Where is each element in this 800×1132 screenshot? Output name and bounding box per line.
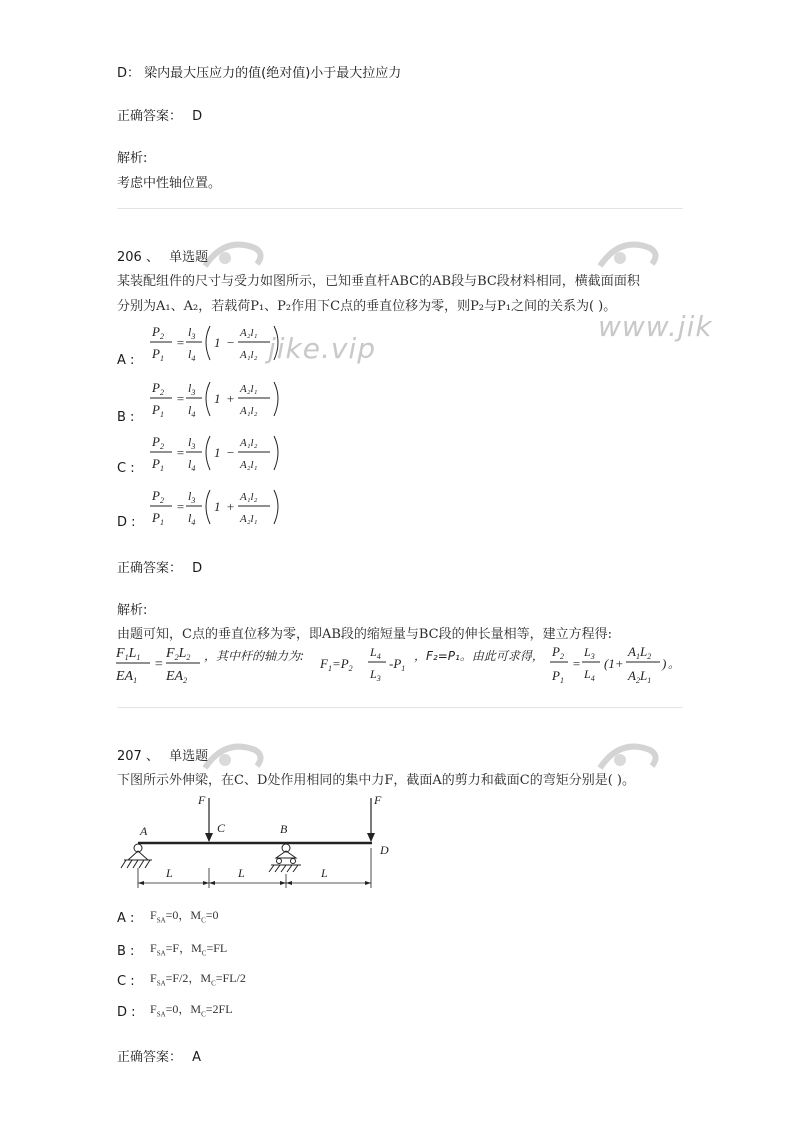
watermark-text: www.jik [598,310,713,343]
svg-text:1: 1 [214,445,221,460]
point-label: A [140,824,148,838]
roller-support-b [269,844,301,872]
svg-text:(1+: (1+ [604,656,624,671]
option-denominator: A₂l₁ [240,513,258,525]
svg-text:=: = [154,657,164,672]
point-label: C [217,821,226,835]
divider [117,707,683,708]
option-label[interactable]: D : [117,1005,136,1020]
dimension-line [138,848,371,888]
answer-label: 正确答案： [117,561,183,576]
svg-text:l3: $l_3$ [188,489,196,505]
svg-text:=: = [176,499,185,514]
svg-text:P2: $P_2$ [152,434,164,451]
svg-text:l4: $l_4$ [188,347,196,363]
span-label: L [238,866,245,880]
option-text-sub: SA [156,916,166,925]
option-sign: + [226,499,235,514]
svg-text:EA2: $EA_2$ [166,669,188,685]
span-label: L [166,866,173,880]
svg-text:L3: $L_3$ [370,667,381,683]
svg-text:L4: $L_4$ [584,667,595,683]
option-numerator: A₁l₂ [240,491,258,503]
answer-label: 正确答案： [117,109,183,124]
option-text [150,1000,233,1018]
option-text-sub: C [201,1010,206,1019]
svg-text:=: = [176,445,185,460]
option-label[interactable]: A : [117,353,135,368]
svg-text:A2L1: $A_2L_1$ [628,668,652,685]
svg-text:l4: $l_4$ [188,511,196,527]
svg-text:P2: $P_2$ [152,380,164,397]
svg-text:l3: $l_3$ [188,381,196,397]
svg-text:F2L2: $F_2L_2$ [166,646,191,662]
svg-text:1: 1 [214,499,221,514]
svg-text:l4: $l_4$ [188,457,196,473]
answer-value: D [192,561,203,576]
option-denominator: A₂l₁ [240,459,258,471]
svg-text:F1=P2: $F_1=P_2$ [320,656,353,673]
svg-text:L4: $L_4$ [370,645,381,661]
load-label: F [374,793,382,807]
option-formula [150,376,290,424]
option-sign: − [226,445,235,460]
svg-text:EA1: $EA_1$ [116,669,138,685]
analysis-mid-text: ，其中杆的轴力为: [204,649,305,663]
option-text-sub: C [211,979,216,988]
option-label[interactable]: D : [117,515,136,530]
span-label: L [321,866,328,880]
option-formula [150,430,290,478]
svg-text:=: = [176,335,185,350]
option-numerator: A₂l₁ [240,383,258,395]
option-numerator: A₁l₂ [240,437,258,449]
analysis-label: 解析: [117,603,148,618]
svg-text:P2: $P_2$ [552,644,564,661]
option-label[interactable]: A : [117,911,135,926]
option-text-part: F [150,941,157,955]
question-stem-line: 下图所示外伸梁，在C、D处作用相同的集中力F，截面A的剪力和截面C的弯矩分别是( )。 [117,773,636,788]
option-text-part: F [150,971,157,985]
svg-text:P1: $P_1$ [152,456,164,473]
svg-text:P1: $P_1$ [552,668,564,685]
option-text-part: =0 [205,908,219,922]
prev-answer [117,105,202,124]
option-text-part: =F/2，M [165,971,212,985]
option-text-part: F [150,1002,157,1016]
svg-text:P1: $P_1$ [152,510,164,527]
pin-support-a [121,844,152,868]
option-formula [150,320,290,368]
svg-text:F1L1: $F_1L_1$ [116,646,141,662]
answer [117,1046,201,1065]
svg-text:P2: $P_2$ [152,488,164,505]
option-text-part: =0，M [165,908,202,922]
svg-text:=: = [572,656,581,671]
option-text-part: =FL [206,941,228,955]
answer-value: A [192,1050,202,1065]
answer [117,557,202,576]
question-number: 206 、 [117,250,159,265]
beam-diagram [116,788,406,892]
option-text-sub: SA [156,979,166,988]
prev-option-d: D： 梁内最大压应力的值(绝对值)小于最大拉应力 [117,66,402,81]
svg-text:-P1: $-P_1$ [389,656,406,673]
option-text-sub: SA [156,949,166,958]
option-text-part: =FL/2 [215,971,246,985]
svg-text:A1L2: $A_1L_2$ [628,644,652,661]
question-header [117,745,208,764]
point-label: D [380,843,389,857]
answer-label: 正确答案： [117,1050,183,1065]
option-text-sub: C [201,949,207,958]
svg-text:L3: $L_3$ [584,645,595,661]
option-text-part: =2FL [205,1002,233,1016]
analysis-formula [116,640,686,688]
option-label[interactable]: C : [117,461,135,476]
option-sign: + [226,391,235,406]
question-type: 单选题 [169,749,209,764]
option-text-sub: C [201,916,206,925]
option-text-part: =F，M [165,941,202,955]
option-numerator: A₂l₁ [240,327,258,339]
svg-text:1: 1 [214,391,221,406]
option-text-part: =0，M [165,1002,202,1016]
option-label[interactable]: B : [117,410,135,425]
prev-analysis-label: 解析: [117,151,148,166]
option-text-part: F [150,908,157,922]
question-number: 207 、 [117,749,159,764]
option-text-sub: SA [156,1010,166,1019]
option-sign: − [226,335,235,350]
option-denominator: A₁l₂ [240,405,258,417]
point-label: B [280,822,288,836]
svg-text:l4: $l_4$ [188,403,196,419]
option-formula [150,484,290,532]
svg-text:l3: $l_3$ [188,325,196,341]
question-stem-line: 分别为A₁、A₂，若载荷P₁、P₂作用下C点的垂直位移为零，则P₂与P₁之间的关系为( )。 [117,299,617,314]
option-text [150,969,246,987]
question-header [117,246,208,265]
option-label[interactable]: C : [117,974,135,989]
analysis-text: 由题可知，C点的垂直位移为零，即AB段的缩短量与BC段的伸长量相等，建立方程得: [117,627,613,642]
watermark-text: jike.vip [268,332,377,365]
option-text [150,939,227,957]
analysis-f2-text: ，F₂=P₁。由此可求得， [414,649,544,663]
question-stem-line: 某装配组件的尺寸与受力如图所示，已知垂直杆ABC的AB段与BC段材料相同，横截面面积 [117,274,640,289]
option-text [150,906,219,924]
divider [117,208,683,209]
svg-text:P2: $P_2$ [152,324,164,341]
svg-text:P1: $P_1$ [152,402,164,419]
analysis-end-text: 。 [668,657,681,671]
prev-analysis-text: 考虑中性轴位置。 [117,176,222,191]
question-type: 单选题 [169,250,209,265]
svg-text:): ) [662,656,667,671]
svg-text:P1: $P_1$ [152,346,164,363]
svg-text:1: 1 [214,335,221,350]
svg-text:=: = [176,391,185,406]
option-label[interactable]: B : [117,944,135,959]
svg-text:l3: $l_3$ [188,435,196,451]
answer-value: D [192,109,203,124]
load-label: F [198,793,206,807]
option-denominator: A₁l₂ [240,349,258,361]
